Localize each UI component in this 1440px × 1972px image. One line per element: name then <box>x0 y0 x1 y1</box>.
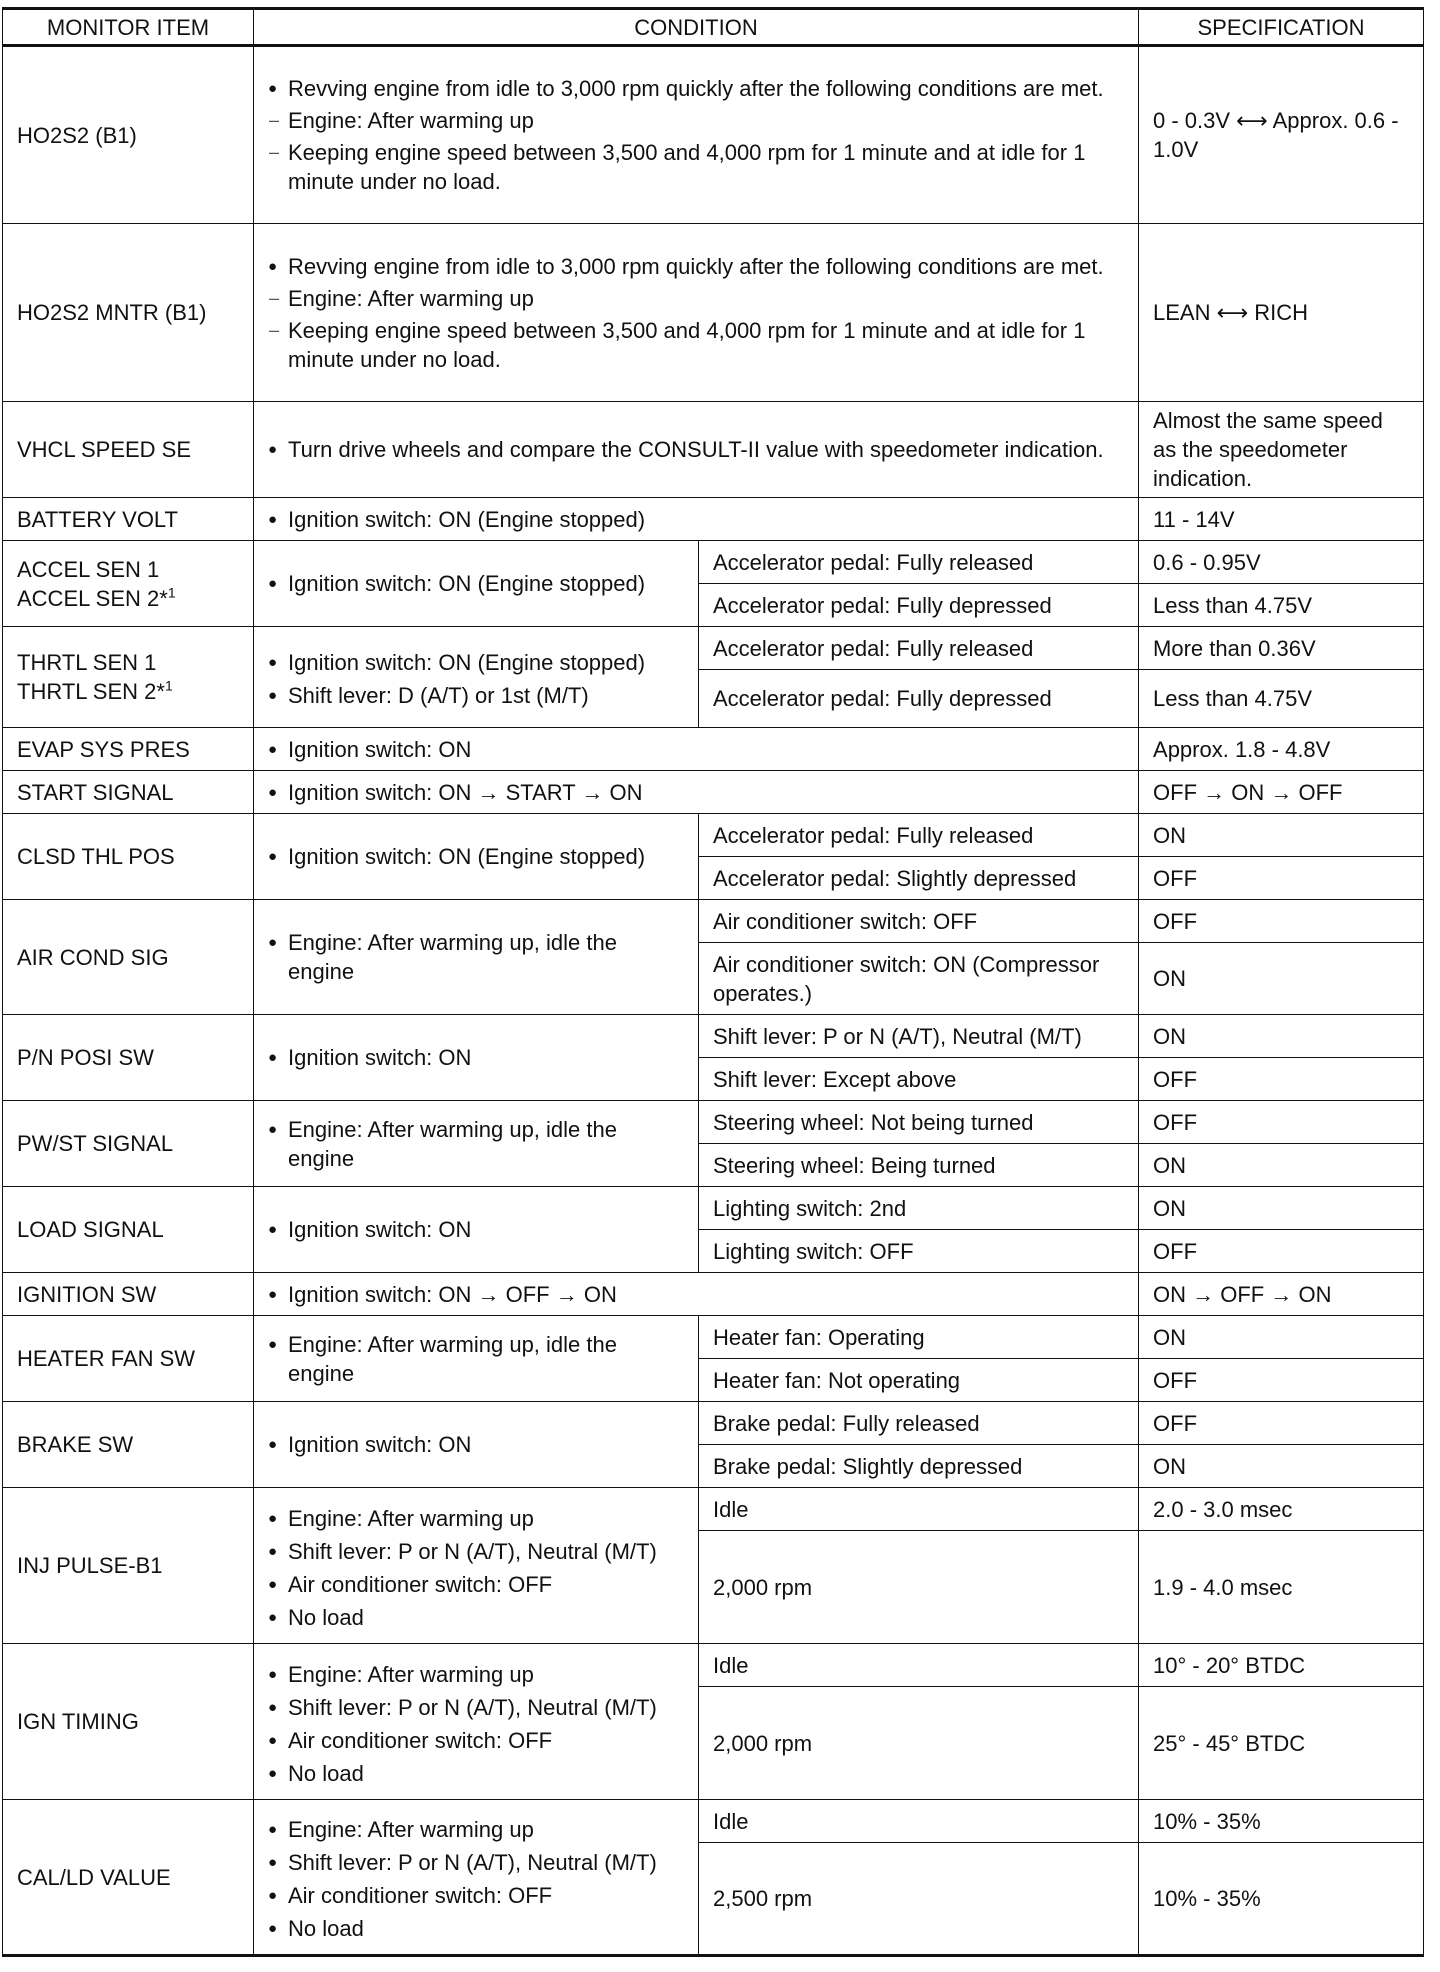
condition-bullet: ● Engine: After warming up, idle the engine <box>268 928 686 986</box>
monitor-item-line: ACCEL SEN 1 <box>17 556 160 582</box>
condition-bullet: ● Ignition switch: ON (Engine stopped) <box>268 505 1126 534</box>
specification: 0 - 0.3V ⟷ Approx. 0.6 - 1.0V <box>1139 46 1424 224</box>
sub-condition: 2,500 rpm <box>699 1843 1139 1956</box>
condition-bullet: ● Shift lever: P or N (A/T), Neutral (M/T) <box>268 1693 686 1722</box>
condition <box>254 1187 699 1273</box>
sub-condition: Idle <box>699 1644 1139 1687</box>
sub-condition: Accelerator pedal: Fully released <box>699 814 1139 857</box>
specification: ON → OFF → ON <box>1139 1273 1424 1316</box>
monitor-item: HEATER FAN SW <box>3 1316 254 1402</box>
table-row <box>3 1402 1424 1445</box>
monitor-item-line: THRTL SEN 2*$^1$ <box>17 677 173 704</box>
condition <box>254 1101 699 1187</box>
monitor-item: HO2S2 MNTR (B1) <box>3 224 254 402</box>
monitor-item: IGN TIMING <box>3 1644 254 1800</box>
sub-condition: Lighting switch: OFF <box>699 1230 1139 1273</box>
condition-bullet: ● Turn drive wheels and compare the CONSULT-II value with speedometer indication. <box>268 435 1126 464</box>
table-row <box>3 498 1424 541</box>
sub-condition: Lighting switch: 2nd <box>699 1187 1139 1230</box>
condition <box>254 46 1139 224</box>
sub-condition: Heater fan: Not operating <box>699 1359 1139 1402</box>
specification: ON <box>1139 1445 1424 1488</box>
table-row <box>3 1273 1424 1316</box>
sub-condition: Accelerator pedal: Fully depressed <box>699 584 1139 627</box>
table-row <box>3 541 1424 584</box>
condition <box>254 1316 699 1402</box>
specification: Less than 4.75V <box>1139 670 1424 728</box>
specification: 10° - 20° BTDC <box>1139 1644 1424 1687</box>
condition-bullet: ● Revving engine from idle to 3,000 rpm quickly after the following conditions are met. <box>268 252 1126 281</box>
condition-bullet: ● Engine: After warming up, idle the engine <box>268 1115 686 1173</box>
specification: OFF <box>1139 1058 1424 1101</box>
table-row <box>3 771 1424 814</box>
table-row <box>3 1015 1424 1058</box>
condition-bullet: ● Air conditioner switch: OFF <box>268 1726 686 1755</box>
monitor-item: LOAD SIGNAL <box>3 1187 254 1273</box>
specification: 1.9 - 4.0 msec <box>1139 1531 1424 1644</box>
sub-condition: Idle <box>699 1488 1139 1531</box>
monitor-item: INJ PULSE-B1 <box>3 1488 254 1644</box>
monitor-item: START SIGNAL <box>3 771 254 814</box>
condition <box>254 1273 1139 1316</box>
condition-bullet: ● Air conditioner switch: OFF <box>268 1881 686 1910</box>
condition <box>254 728 1139 771</box>
condition-bullet: ● Engine: After warming up, idle the engine <box>268 1330 686 1388</box>
condition-bullet: ● Shift lever: P or N (A/T), Neutral (M/T) <box>268 1537 686 1566</box>
condition-bullet: ● Revving engine from idle to 3,000 rpm quickly after the following conditions are met. <box>268 74 1126 103</box>
monitor-item: BATTERY VOLT <box>3 498 254 541</box>
monitor-item-line: ACCEL SEN 2*$^1$ <box>17 584 176 611</box>
table-row <box>3 1101 1424 1144</box>
specification: LEAN ⟷ RICH <box>1139 224 1424 402</box>
specification: Approx. 1.8 - 4.8V <box>1139 728 1424 771</box>
condition-bullet: ● Ignition switch: ON <box>268 735 1126 764</box>
table-row <box>3 1488 1424 1531</box>
table-row <box>3 46 1424 224</box>
specification: 0.6 - 0.95V <box>1139 541 1424 584</box>
condition <box>254 224 1139 402</box>
condition <box>254 627 699 728</box>
monitor-item-line: THRTL SEN 1 <box>17 650 157 675</box>
header-specification: SPECIFICATION <box>1139 9 1424 46</box>
sub-condition: Accelerator pedal: Fully released <box>699 627 1139 670</box>
table-row <box>3 1800 1424 1843</box>
specification: Less than 4.75V <box>1139 584 1424 627</box>
condition-bullet: ● Engine: After warming up <box>268 1504 686 1533</box>
condition <box>254 1800 699 1956</box>
table-row <box>3 1316 1424 1359</box>
condition <box>254 1488 699 1644</box>
condition <box>254 771 1139 814</box>
monitor-item: CLSD THL POS <box>3 814 254 900</box>
specification: OFF <box>1139 857 1424 900</box>
condition-bullet: ● Ignition switch: ON <box>268 1215 686 1244</box>
condition-bullet: ● Ignition switch: ON (Engine stopped) <box>268 569 686 598</box>
sub-condition: Shift lever: P or N (A/T), Neutral (M/T) <box>699 1015 1139 1058</box>
condition-bullet: ● Ignition switch: ON (Engine stopped) <box>268 842 686 871</box>
sub-condition: Shift lever: Except above <box>699 1058 1139 1101</box>
sub-condition: Air conditioner switch: ON (Compressor operates.) <box>699 943 1139 1015</box>
specification: 2.0 - 3.0 msec <box>1139 1488 1424 1531</box>
specification: ON <box>1139 814 1424 857</box>
specification: Almost the same speed as the speedometer indication. <box>1139 402 1424 498</box>
condition <box>254 1015 699 1101</box>
condition <box>254 900 699 1015</box>
sub-condition: Idle <box>699 1800 1139 1843</box>
sub-condition: Air conditioner switch: OFF <box>699 900 1139 943</box>
condition-bullet: ● No load <box>268 1914 686 1943</box>
sub-condition: Steering wheel: Not being turned <box>699 1101 1139 1144</box>
sub-condition: Accelerator pedal: Fully depressed <box>699 670 1139 728</box>
specification: 10% - 35% <box>1139 1843 1424 1956</box>
sub-condition: Accelerator pedal: Slightly depressed <box>699 857 1139 900</box>
condition-bullet: ● Air conditioner switch: OFF <box>268 1570 686 1599</box>
monitor-item: HO2S2 (B1) <box>3 46 254 224</box>
condition-bullet: ● Ignition switch: ON (Engine stopped) <box>268 648 686 677</box>
specification: ON <box>1139 1187 1424 1230</box>
sub-condition: Accelerator pedal: Fully released <box>699 541 1139 584</box>
table-row <box>3 900 1424 943</box>
specification: 10% - 35% <box>1139 1800 1424 1843</box>
specification: 11 - 14V <box>1139 498 1424 541</box>
condition-bullet: ● Ignition switch: ON <box>268 1043 686 1072</box>
condition-bullet: ● Shift lever: D (A/T) or 1st (M/T) <box>268 681 686 710</box>
condition-bullet: ● Shift lever: P or N (A/T), Neutral (M/T) <box>268 1848 686 1877</box>
monitor-item: VHCL SPEED SE <box>3 402 254 498</box>
condition <box>254 814 699 900</box>
condition-bullet: ● Engine: After warming up <box>268 1815 686 1844</box>
sub-condition: 2,000 rpm <box>699 1687 1139 1800</box>
condition-dash: – Keeping engine speed between 3,500 and 4,000 rpm for 1 minute and at idle for 1 minute under no load. <box>268 316 1126 374</box>
table-row <box>3 728 1424 771</box>
specification: ON <box>1139 1316 1424 1359</box>
header-monitor-item: MONITOR ITEM <box>3 9 254 46</box>
condition <box>254 498 1139 541</box>
specification: ON <box>1139 1015 1424 1058</box>
monitor-item <box>3 627 254 728</box>
condition <box>254 1644 699 1800</box>
sub-condition: Heater fan: Operating <box>699 1316 1139 1359</box>
table-row <box>3 402 1424 498</box>
condition-bullet: ● Ignition switch: ON → OFF → ON <box>268 1280 1126 1309</box>
monitor-item <box>3 541 254 627</box>
specification: OFF → ON → OFF <box>1139 771 1424 814</box>
condition <box>254 541 699 627</box>
specification: OFF <box>1139 1230 1424 1273</box>
condition-bullet: ● Ignition switch: ON → START → ON <box>268 778 1126 807</box>
monitor-item: IGNITION SW <box>3 1273 254 1316</box>
header-row <box>3 9 1424 46</box>
sub-condition: Steering wheel: Being turned <box>699 1144 1139 1187</box>
condition-bullet: ● No load <box>268 1603 686 1632</box>
specification: OFF <box>1139 1402 1424 1445</box>
sub-condition: 2,000 rpm <box>699 1531 1139 1644</box>
table-row <box>3 814 1424 857</box>
monitor-spec-table <box>2 7 1424 1957</box>
condition-dash: – Engine: After warming up <box>268 106 1126 135</box>
monitor-item: BRAKE SW <box>3 1402 254 1488</box>
condition <box>254 1402 699 1488</box>
table-row <box>3 1644 1424 1687</box>
specification: OFF <box>1139 1101 1424 1144</box>
monitor-item: AIR COND SIG <box>3 900 254 1015</box>
monitor-item: EVAP SYS PRES <box>3 728 254 771</box>
table-row <box>3 224 1424 402</box>
specification: 25° - 45° BTDC <box>1139 1687 1424 1800</box>
table-row <box>3 627 1424 670</box>
specification: OFF <box>1139 900 1424 943</box>
condition-bullet: ● Ignition switch: ON <box>268 1430 686 1459</box>
table-row <box>3 1187 1424 1230</box>
condition-bullet: ● Engine: After warming up <box>268 1660 686 1689</box>
header-condition: CONDITION <box>254 9 1139 46</box>
specification: ON <box>1139 1144 1424 1187</box>
sub-condition: Brake pedal: Fully released <box>699 1402 1139 1445</box>
condition-dash: – Engine: After warming up <box>268 284 1126 313</box>
specification: OFF <box>1139 1359 1424 1402</box>
sub-condition: Brake pedal: Slightly depressed <box>699 1445 1139 1488</box>
condition-dash: – Keeping engine speed between 3,500 and 4,000 rpm for 1 minute and at idle for 1 minute under no load. <box>268 138 1126 196</box>
monitor-item: P/N POSI SW <box>3 1015 254 1101</box>
condition <box>254 402 1139 498</box>
monitor-item: CAL/LD VALUE <box>3 1800 254 1956</box>
monitor-item: PW/ST SIGNAL <box>3 1101 254 1187</box>
condition-bullet: ● No load <box>268 1759 686 1788</box>
specification: More than 0.36V <box>1139 627 1424 670</box>
specification: ON <box>1139 943 1424 1015</box>
